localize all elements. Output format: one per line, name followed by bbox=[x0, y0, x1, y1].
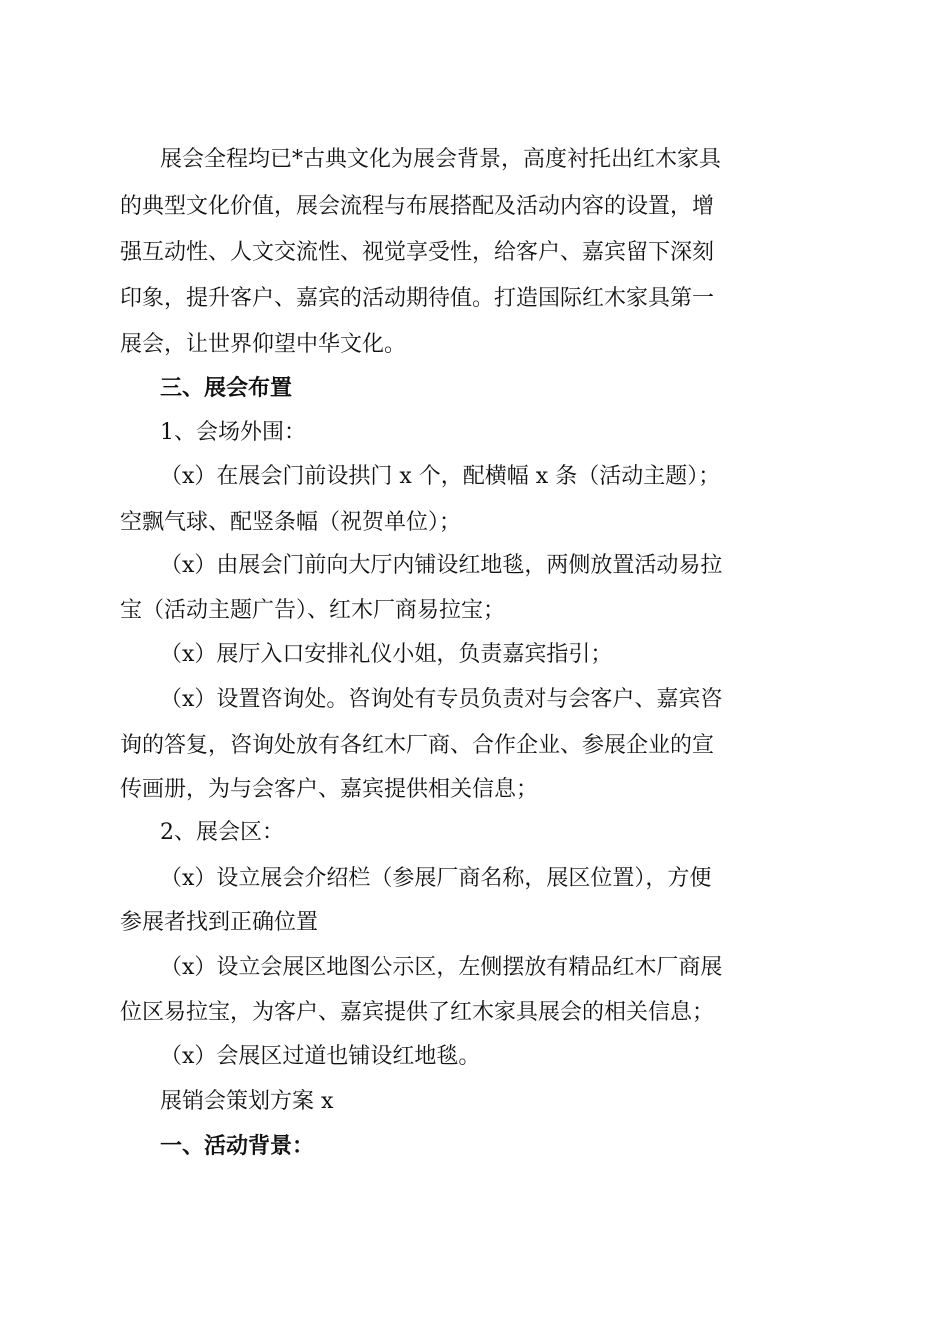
list-item-line: 传画册，为与会客户、嘉宾提供相关信息； bbox=[120, 777, 539, 802]
list-item-line: （x）设立展会介绍栏（参展厂商名称，展区位置），方便 bbox=[160, 866, 712, 891]
subsection-title: 2、展会区： bbox=[160, 820, 284, 845]
list-item-line: 参展者找到正确位置 bbox=[120, 910, 319, 935]
list-item-line: （x）会展区过道也铺设红地毯。 bbox=[160, 1044, 481, 1069]
document-subtitle: 展销会策划方案 x bbox=[160, 1089, 334, 1114]
list-item-line: 询的答复，咨询处放有各红木厂商、合作企业、参展企业的宣 bbox=[120, 733, 715, 758]
paragraph-line: 强互动性、人文交流性、视觉享受性，给客户、嘉宾留下深刻 bbox=[120, 240, 715, 265]
list-item-line: （x）设立会展区地图公示区，左侧摆放有精品红木厂商展 bbox=[160, 955, 723, 980]
paragraph-line: 展会全程均已*古典文化为展会背景，高度衬托出红木家具 bbox=[160, 147, 722, 172]
paragraph-line: 印象，提升客户、嘉宾的活动期待值。打造国际红木家具第一 bbox=[120, 286, 715, 311]
list-item-line: （x）设置咨询处。咨询处有专员负责对与会客户、嘉宾咨 bbox=[160, 687, 723, 712]
list-item-line: （x）展厅入口安排礼仪小姐，负责嘉宾指引； bbox=[160, 642, 613, 667]
subsection-title: 1、会场外围： bbox=[160, 420, 306, 445]
paragraph-line: 的典型文化价值，展会流程与布展搭配及活动内容的设置，增 bbox=[120, 194, 715, 219]
list-item-line: （x）由展会门前向大厅内铺设红地毯，两侧放置活动易拉 bbox=[160, 553, 723, 578]
list-item-line: 空飘气球、配竖条幅（祝贺单位）； bbox=[120, 510, 462, 535]
list-item-line: （x）在展会门前设拱门 x 个，配横幅 x 条（活动主题）； bbox=[160, 464, 721, 489]
section-heading: 三、展会布置 bbox=[160, 375, 293, 401]
paragraph-line: 展会，让世界仰望中华文化。 bbox=[120, 332, 407, 357]
list-item-line: 宝（活动主题广告）、红木厂商易拉宝； bbox=[120, 598, 506, 623]
list-item-line: 位区易拉宝，为客户、嘉宾提供了红木家具展会的相关信息； bbox=[120, 1000, 715, 1025]
section-heading: 一、活动背景： bbox=[160, 1133, 315, 1159]
